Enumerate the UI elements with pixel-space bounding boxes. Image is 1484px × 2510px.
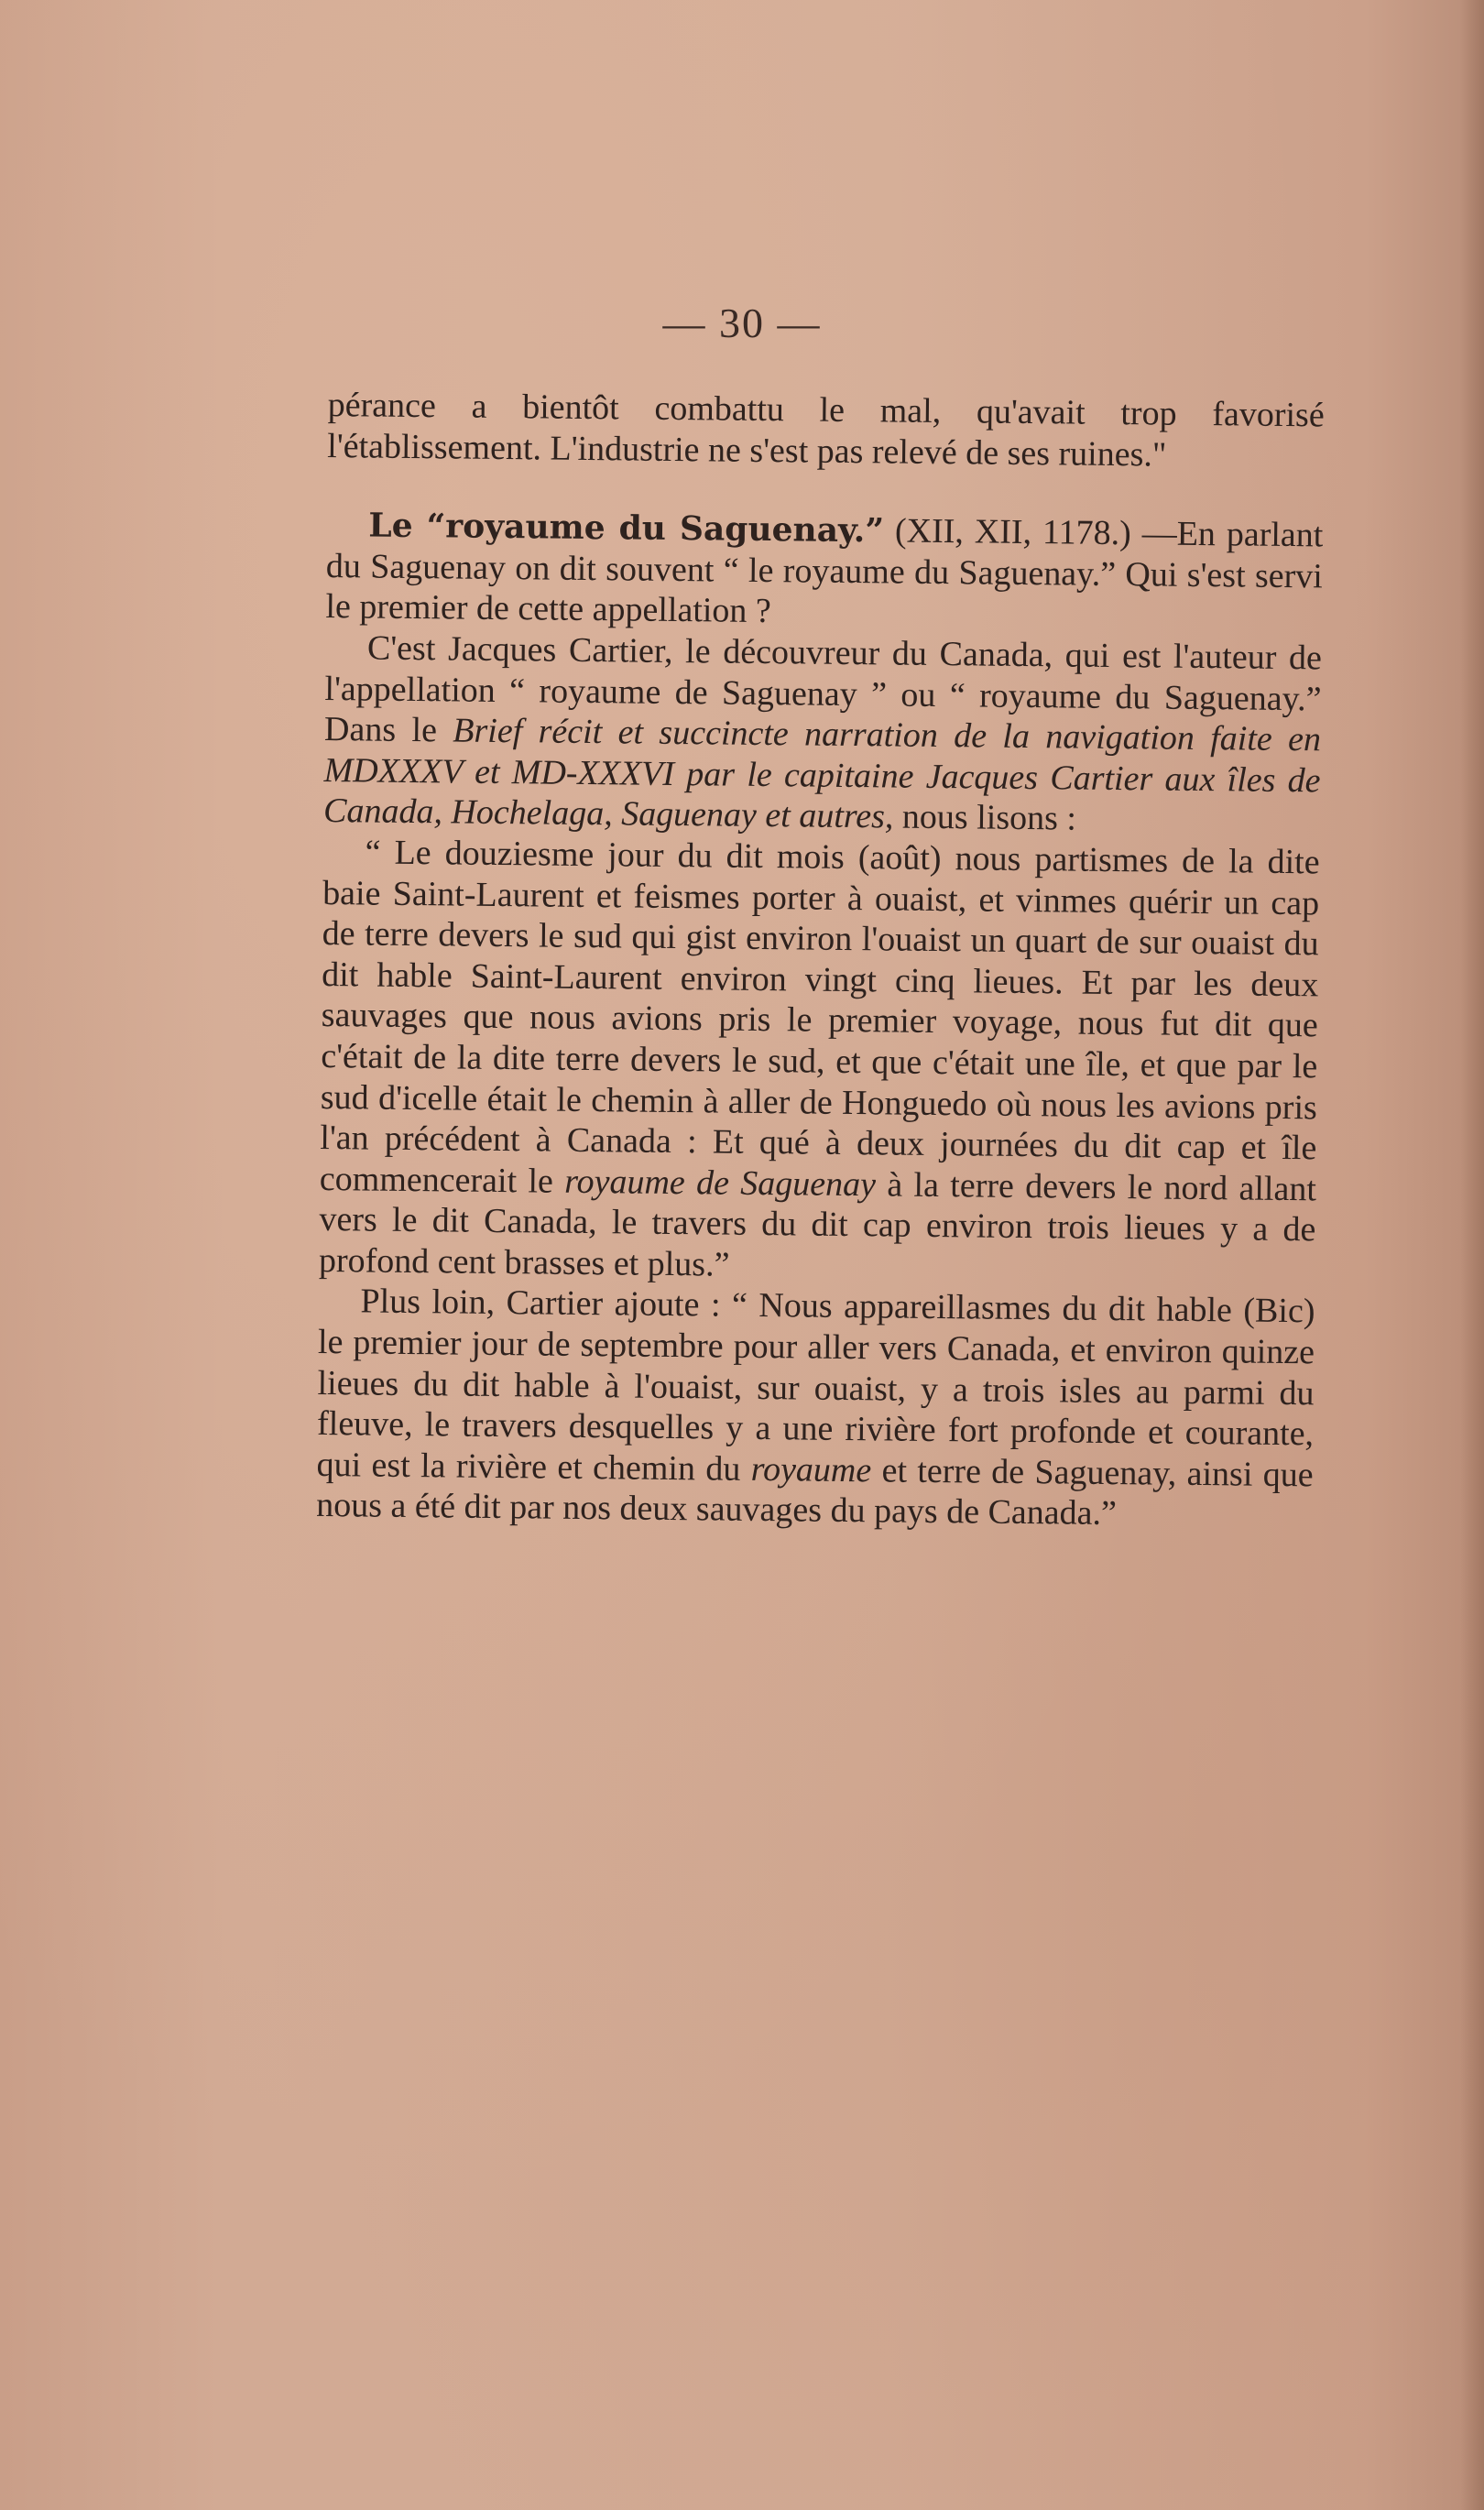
paragraph-2-text: —En parlant du Saguenay on dit souvent “ le royaume du Saguenay.” Qui s'est servi le premier de cette appellation ? xyxy=(325,514,1324,631)
paragraph-4-text-b: à la terre devers le nord allant vers le dit Canada, le travers du dit cap environ trois lieues y a de profond cent brasses et plus.” xyxy=(318,1164,1317,1284)
body-text xyxy=(316,385,1325,1536)
paragraph-3-text-a: C'est Jacques Cartier, le découvreur du Canada, qui est l'auteur de l'appellation “ royaume de Saguenay ” ou “ royaume du Saguenay.” Dans le xyxy=(323,628,1323,750)
paragraph-2 xyxy=(325,505,1323,638)
paragraph-4 xyxy=(319,832,1320,1292)
paragraph-5-emphasis: royaume xyxy=(750,1449,872,1490)
page-number: — 30 — xyxy=(662,300,822,346)
paragraph-1-text: pérance a bientôt combattu le mal, qu'avait trop favorisé l'établissement. L'industrie ne s'est pas relevé de ses ruines." xyxy=(327,385,1325,475)
paragraph-3-book-title: Brief récit et succincte narration de la navigation faite en MDXXXV et MD-XXXVI par le capitaine Jacques Cartier aux îles de Canada, Hochelaga, Saguenay et autres, xyxy=(322,711,1322,836)
paragraph-4-emphasis: royaume de Saguenay xyxy=(564,1162,877,1204)
paragraph-3-text-b: nous lisons : xyxy=(893,797,1077,838)
paragraph-5-text-a: Plus loin, Cartier ajoute : “ Nous appareillasmes du dit hable (Bic) le premier jour de septembre pour aller vers Canada, et environ quinze lieues du dit hable à l'ouaist, sur ouaist, y a trois isles au parmi du fleuve, le travers desquelles y a une rivière fort profonde et courante, qui est la rivière et chemin du xyxy=(316,1282,1315,1489)
paragraph-1 xyxy=(327,385,1325,477)
section-reference: (XII, XII, 1178.) xyxy=(894,511,1131,553)
paragraph-4-text-a: “ Le douziesme jour du dit mois (août) nous partismes de la dite baie Saint-Laurent et feismes porter à ouaist, et vinmes quérir un cap de terre devers le sud qui gist environ l'ouaist un quart de sur ouaist du dit hable Saint-Laurent environ vingt cinq lieues. Et par les deux sauvages que nous avions pris le premier voyage, nous fut dit que c'était de la dite terre devers le sud, et que c'était une île, et que par le sud d'icelle était le chemin à aller de Honguedo où nous les avions pris l'an précédent à Canada : Et qué à deux journées du dit cap et île commencerait le xyxy=(319,833,1320,1201)
section-heading: Le “royaume du Saguenay.” xyxy=(368,506,885,551)
paragraph-5-text-b: et terre de Saguenay, ainsi que nous a été dit par nos deux sauvages du pays de Canada.” xyxy=(315,1451,1314,1533)
paragraph-3 xyxy=(323,628,1322,842)
page-edge-shadow xyxy=(1460,0,1484,2510)
paragraph-5 xyxy=(316,1281,1315,1536)
